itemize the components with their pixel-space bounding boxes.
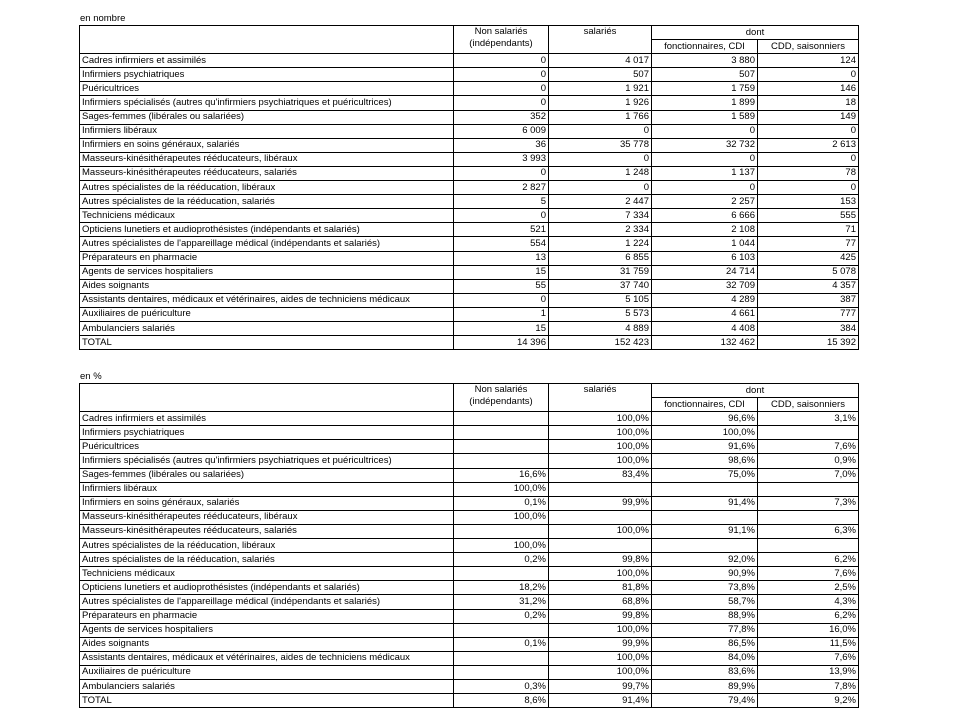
value-cdd-saisonniers: 555 bbox=[758, 209, 859, 223]
value-salaries: 100,0% bbox=[549, 665, 652, 679]
row-label: TOTAL bbox=[80, 694, 454, 708]
value-non-salaries: 55 bbox=[454, 279, 549, 293]
value-fonctionnaires-cdi: 79,4% bbox=[652, 694, 758, 708]
header-blank-cell bbox=[80, 384, 454, 412]
header-non-salaries-line2: (indépendants) bbox=[469, 38, 533, 49]
row-label: Cadres infirmiers et assimilés bbox=[80, 412, 454, 426]
table-row bbox=[80, 539, 859, 553]
value-fonctionnaires-cdi: 1 137 bbox=[652, 166, 758, 180]
header-dont: dont bbox=[652, 26, 859, 40]
table-row bbox=[80, 524, 859, 538]
row-label: Opticiens lunetiers et audioprothésistes (indépendants et salariés) bbox=[80, 223, 454, 237]
value-fonctionnaires-cdi: 0 bbox=[652, 181, 758, 195]
value-salaries: 99,9% bbox=[549, 496, 652, 510]
value-fonctionnaires-cdi: 91,1% bbox=[652, 524, 758, 538]
header-row bbox=[80, 384, 859, 398]
value-salaries: 1 224 bbox=[549, 237, 652, 251]
value-non-salaries bbox=[454, 651, 549, 665]
value-salaries: 5 105 bbox=[549, 293, 652, 307]
value-salaries: 0 bbox=[549, 181, 652, 195]
value-salaries: 100,0% bbox=[549, 524, 652, 538]
table-row bbox=[80, 567, 859, 581]
table-row bbox=[80, 468, 859, 482]
row-label: TOTAL bbox=[80, 336, 454, 350]
table1-body bbox=[80, 26, 859, 350]
value-salaries: 35 778 bbox=[549, 138, 652, 152]
value-non-salaries: 0,1% bbox=[454, 496, 549, 510]
row-label: Infirmiers libéraux bbox=[80, 124, 454, 138]
table-row bbox=[80, 440, 859, 454]
header-non-salaries-line2: (indépendants) bbox=[469, 396, 533, 407]
value-salaries: 1 921 bbox=[549, 82, 652, 96]
value-non-salaries: 3 993 bbox=[454, 152, 549, 166]
table-en-pourcentage bbox=[79, 383, 859, 708]
row-label: Agents de services hospitaliers bbox=[80, 265, 454, 279]
value-fonctionnaires-cdi: 24 714 bbox=[652, 265, 758, 279]
value-non-salaries: 0 bbox=[454, 96, 549, 110]
row-label: Autres spécialistes de la rééducation, salariés bbox=[80, 195, 454, 209]
value-salaries bbox=[549, 482, 652, 496]
value-non-salaries: 0 bbox=[454, 54, 549, 68]
value-fonctionnaires-cdi: 90,9% bbox=[652, 567, 758, 581]
value-non-salaries bbox=[454, 524, 549, 538]
header-fonctionnaires-cdi: fonctionnaires, CDI bbox=[652, 40, 758, 54]
table-row bbox=[80, 237, 859, 251]
value-salaries: 100,0% bbox=[549, 651, 652, 665]
value-non-salaries: 14 396 bbox=[454, 336, 549, 350]
value-non-salaries: 8,6% bbox=[454, 694, 549, 708]
row-label: Infirmiers psychiatriques bbox=[80, 68, 454, 82]
value-cdd-saisonniers: 7,8% bbox=[758, 679, 859, 693]
table-row bbox=[80, 454, 859, 468]
value-cdd-saisonniers: 0 bbox=[758, 181, 859, 195]
table-row bbox=[80, 195, 859, 209]
row-label: Préparateurs en pharmacie bbox=[80, 251, 454, 265]
table-row bbox=[80, 651, 859, 665]
header-salaries: salariés bbox=[549, 26, 652, 54]
table-row bbox=[80, 166, 859, 180]
value-fonctionnaires-cdi: 1 899 bbox=[652, 96, 758, 110]
row-label: Techniciens médicaux bbox=[80, 567, 454, 581]
value-salaries: 2 447 bbox=[549, 195, 652, 209]
row-label: Aides soignants bbox=[80, 637, 454, 651]
value-salaries: 100,0% bbox=[549, 440, 652, 454]
value-salaries: 100,0% bbox=[549, 623, 652, 637]
table-row bbox=[80, 496, 859, 510]
value-non-salaries: 0,1% bbox=[454, 637, 549, 651]
value-non-salaries: 36 bbox=[454, 138, 549, 152]
value-cdd-saisonniers: 16,0% bbox=[758, 623, 859, 637]
value-salaries: 31 759 bbox=[549, 265, 652, 279]
value-non-salaries bbox=[454, 412, 549, 426]
row-label: Auxiliaires de puériculture bbox=[80, 307, 454, 321]
row-label: Infirmiers spécialisés (autres qu'infirmiers psychiatriques et puéricultrices) bbox=[80, 454, 454, 468]
row-label: Assistants dentaires, médicaux et vétérinaires, aides de techniciens médicaux bbox=[80, 293, 454, 307]
value-fonctionnaires-cdi: 32 709 bbox=[652, 279, 758, 293]
header-non-salaries-line1: Non salariés bbox=[474, 26, 528, 37]
value-cdd-saisonniers: 4,3% bbox=[758, 595, 859, 609]
value-non-salaries: 0,2% bbox=[454, 609, 549, 623]
header-row bbox=[80, 26, 859, 40]
value-salaries: 4 889 bbox=[549, 321, 652, 335]
value-salaries: 91,4% bbox=[549, 694, 652, 708]
value-cdd-saisonniers: 6,2% bbox=[758, 609, 859, 623]
table-row bbox=[80, 209, 859, 223]
table-row bbox=[80, 138, 859, 152]
value-cdd-saisonniers: 9,2% bbox=[758, 694, 859, 708]
value-cdd-saisonniers: 124 bbox=[758, 54, 859, 68]
row-label: Masseurs-kinésithérapeutes rééducateurs, libéraux bbox=[80, 510, 454, 524]
value-cdd-saisonniers: 387 bbox=[758, 293, 859, 307]
row-label: Autres spécialistes de la rééducation, libéraux bbox=[80, 181, 454, 195]
value-fonctionnaires-cdi bbox=[652, 510, 758, 524]
value-fonctionnaires-cdi: 98,6% bbox=[652, 454, 758, 468]
row-label: Techniciens médicaux bbox=[80, 209, 454, 223]
value-salaries bbox=[549, 539, 652, 553]
value-fonctionnaires-cdi: 32 732 bbox=[652, 138, 758, 152]
value-fonctionnaires-cdi: 507 bbox=[652, 68, 758, 82]
value-non-salaries: 6 009 bbox=[454, 124, 549, 138]
value-cdd-saisonniers: 777 bbox=[758, 307, 859, 321]
table1-caption: en nombre bbox=[80, 13, 126, 24]
row-label: Autres spécialistes de la rééducation, libéraux bbox=[80, 539, 454, 553]
header-fonctionnaires-cdi: fonctionnaires, CDI bbox=[652, 398, 758, 412]
value-non-salaries: 0,3% bbox=[454, 679, 549, 693]
value-salaries: 99,7% bbox=[549, 679, 652, 693]
table2-caption: en % bbox=[80, 371, 102, 382]
value-cdd-saisonniers: 13,9% bbox=[758, 665, 859, 679]
value-cdd-saisonniers: 71 bbox=[758, 223, 859, 237]
table-row bbox=[80, 510, 859, 524]
row-label: Autres spécialistes de l'appareillage médical (indépendants et salariés) bbox=[80, 595, 454, 609]
table-row bbox=[80, 694, 859, 708]
value-cdd-saisonniers: 149 bbox=[758, 110, 859, 124]
row-label: Autres spécialistes de la rééducation, salariés bbox=[80, 553, 454, 567]
table-row bbox=[80, 623, 859, 637]
value-fonctionnaires-cdi: 88,9% bbox=[652, 609, 758, 623]
table-row bbox=[80, 609, 859, 623]
table-row bbox=[80, 426, 859, 440]
value-cdd-saisonniers: 153 bbox=[758, 195, 859, 209]
value-cdd-saisonniers: 0,9% bbox=[758, 454, 859, 468]
value-fonctionnaires-cdi: 86,5% bbox=[652, 637, 758, 651]
value-fonctionnaires-cdi: 83,6% bbox=[652, 665, 758, 679]
value-cdd-saisonniers: 78 bbox=[758, 166, 859, 180]
value-fonctionnaires-cdi: 100,0% bbox=[652, 426, 758, 440]
table-row bbox=[80, 321, 859, 335]
value-cdd-saisonniers: 7,3% bbox=[758, 496, 859, 510]
table-row bbox=[80, 307, 859, 321]
value-fonctionnaires-cdi: 91,6% bbox=[652, 440, 758, 454]
table-row bbox=[80, 595, 859, 609]
value-salaries: 0 bbox=[549, 124, 652, 138]
table-row bbox=[80, 482, 859, 496]
row-label: Infirmiers psychiatriques bbox=[80, 426, 454, 440]
row-label: Masseurs-kinésithérapeutes rééducateurs, salariés bbox=[80, 524, 454, 538]
value-non-salaries: 31,2% bbox=[454, 595, 549, 609]
value-non-salaries bbox=[454, 567, 549, 581]
table-row bbox=[80, 82, 859, 96]
value-cdd-saisonniers: 0 bbox=[758, 68, 859, 82]
value-cdd-saisonniers: 4 357 bbox=[758, 279, 859, 293]
table-row bbox=[80, 124, 859, 138]
row-label: Infirmiers spécialisés (autres qu'infirmiers psychiatriques et puéricultrices) bbox=[80, 96, 454, 110]
table-row bbox=[80, 265, 859, 279]
row-label: Infirmiers libéraux bbox=[80, 482, 454, 496]
value-non-salaries: 15 bbox=[454, 265, 549, 279]
row-label: Sages-femmes (libérales ou salariées) bbox=[80, 110, 454, 124]
value-salaries: 1 766 bbox=[549, 110, 652, 124]
value-salaries: 6 855 bbox=[549, 251, 652, 265]
value-non-salaries: 0 bbox=[454, 293, 549, 307]
table-row bbox=[80, 679, 859, 693]
value-salaries: 1 926 bbox=[549, 96, 652, 110]
value-fonctionnaires-cdi: 77,8% bbox=[652, 623, 758, 637]
value-cdd-saisonniers: 15 392 bbox=[758, 336, 859, 350]
value-non-salaries bbox=[454, 454, 549, 468]
value-non-salaries: 15 bbox=[454, 321, 549, 335]
value-non-salaries bbox=[454, 440, 549, 454]
value-fonctionnaires-cdi: 89,9% bbox=[652, 679, 758, 693]
table-row bbox=[80, 251, 859, 265]
row-label: Préparateurs en pharmacie bbox=[80, 609, 454, 623]
value-salaries: 4 017 bbox=[549, 54, 652, 68]
value-cdd-saisonniers: 6,3% bbox=[758, 524, 859, 538]
value-fonctionnaires-cdi: 1 589 bbox=[652, 110, 758, 124]
value-fonctionnaires-cdi: 0 bbox=[652, 152, 758, 166]
header-salaries: salariés bbox=[549, 384, 652, 412]
value-salaries: 152 423 bbox=[549, 336, 652, 350]
value-non-salaries: 18,2% bbox=[454, 581, 549, 595]
row-label: Infirmiers en soins généraux, salariés bbox=[80, 138, 454, 152]
value-non-salaries: 0 bbox=[454, 68, 549, 82]
row-label: Ambulanciers salariés bbox=[80, 679, 454, 693]
value-fonctionnaires-cdi: 0 bbox=[652, 124, 758, 138]
value-fonctionnaires-cdi bbox=[652, 482, 758, 496]
row-label: Masseurs-kinésithérapeutes rééducateurs, salariés bbox=[80, 166, 454, 180]
value-cdd-saisonniers: 7,0% bbox=[758, 468, 859, 482]
value-cdd-saisonniers: 7,6% bbox=[758, 567, 859, 581]
value-fonctionnaires-cdi: 75,0% bbox=[652, 468, 758, 482]
value-fonctionnaires-cdi: 6 103 bbox=[652, 251, 758, 265]
value-salaries: 5 573 bbox=[549, 307, 652, 321]
row-label: Cadres infirmiers et assimilés bbox=[80, 54, 454, 68]
value-fonctionnaires-cdi: 3 880 bbox=[652, 54, 758, 68]
value-salaries: 2 334 bbox=[549, 223, 652, 237]
value-non-salaries: 16,6% bbox=[454, 468, 549, 482]
table-row bbox=[80, 637, 859, 651]
table-row bbox=[80, 293, 859, 307]
value-non-salaries: 0 bbox=[454, 82, 549, 96]
row-label: Agents de services hospitaliers bbox=[80, 623, 454, 637]
value-cdd-saisonniers: 0 bbox=[758, 152, 859, 166]
header-dont: dont bbox=[652, 384, 859, 398]
value-cdd-saisonniers bbox=[758, 510, 859, 524]
value-salaries: 99,8% bbox=[549, 553, 652, 567]
value-salaries: 81,8% bbox=[549, 581, 652, 595]
table-en-nombre bbox=[79, 25, 859, 350]
value-non-salaries: 0 bbox=[454, 166, 549, 180]
value-cdd-saisonniers: 5 078 bbox=[758, 265, 859, 279]
value-salaries: 83,4% bbox=[549, 468, 652, 482]
value-fonctionnaires-cdi: 92,0% bbox=[652, 553, 758, 567]
table-row bbox=[80, 553, 859, 567]
row-label: Aides soignants bbox=[80, 279, 454, 293]
row-label: Autres spécialistes de l'appareillage médical (indépendants et salariés) bbox=[80, 237, 454, 251]
value-fonctionnaires-cdi: 4 661 bbox=[652, 307, 758, 321]
value-fonctionnaires-cdi bbox=[652, 539, 758, 553]
value-cdd-saisonniers: 0 bbox=[758, 124, 859, 138]
table-row bbox=[80, 223, 859, 237]
value-non-salaries: 1 bbox=[454, 307, 549, 321]
row-label: Ambulanciers salariés bbox=[80, 321, 454, 335]
table-row bbox=[80, 581, 859, 595]
value-fonctionnaires-cdi: 4 289 bbox=[652, 293, 758, 307]
value-salaries: 100,0% bbox=[549, 454, 652, 468]
value-fonctionnaires-cdi: 2 257 bbox=[652, 195, 758, 209]
table2-body bbox=[80, 384, 859, 708]
value-salaries bbox=[549, 510, 652, 524]
value-non-salaries: 2 827 bbox=[454, 181, 549, 195]
value-salaries: 1 248 bbox=[549, 166, 652, 180]
value-non-salaries: 0 bbox=[454, 209, 549, 223]
table-row bbox=[80, 412, 859, 426]
table-row bbox=[80, 110, 859, 124]
row-label: Auxiliaires de puériculture bbox=[80, 665, 454, 679]
value-salaries: 507 bbox=[549, 68, 652, 82]
value-cdd-saisonniers: 7,6% bbox=[758, 440, 859, 454]
value-fonctionnaires-cdi: 84,0% bbox=[652, 651, 758, 665]
row-label: Puéricultrices bbox=[80, 440, 454, 454]
header-cdd-saisonniers: CDD, saisonniers bbox=[758, 40, 859, 54]
table-row bbox=[80, 665, 859, 679]
value-cdd-saisonniers: 11,5% bbox=[758, 637, 859, 651]
row-label: Opticiens lunetiers et audioprothésistes (indépendants et salariés) bbox=[80, 581, 454, 595]
value-fonctionnaires-cdi: 91,4% bbox=[652, 496, 758, 510]
row-label: Puéricultrices bbox=[80, 82, 454, 96]
value-cdd-saisonniers: 7,6% bbox=[758, 651, 859, 665]
value-cdd-saisonniers: 146 bbox=[758, 82, 859, 96]
value-cdd-saisonniers: 6,2% bbox=[758, 553, 859, 567]
value-salaries: 100,0% bbox=[549, 567, 652, 581]
value-salaries: 99,8% bbox=[549, 609, 652, 623]
value-salaries: 68,8% bbox=[549, 595, 652, 609]
value-salaries: 0 bbox=[549, 152, 652, 166]
value-cdd-saisonniers bbox=[758, 426, 859, 440]
value-fonctionnaires-cdi: 1 759 bbox=[652, 82, 758, 96]
value-fonctionnaires-cdi: 4 408 bbox=[652, 321, 758, 335]
value-fonctionnaires-cdi: 1 044 bbox=[652, 237, 758, 251]
header-cdd-saisonniers: CDD, saisonniers bbox=[758, 398, 859, 412]
value-cdd-saisonniers: 425 bbox=[758, 251, 859, 265]
row-label: Assistants dentaires, médicaux et vétérinaires, aides de techniciens médicaux bbox=[80, 651, 454, 665]
value-cdd-saisonniers: 2,5% bbox=[758, 581, 859, 595]
value-non-salaries bbox=[454, 623, 549, 637]
header-non-salaries bbox=[454, 26, 549, 54]
value-fonctionnaires-cdi: 132 462 bbox=[652, 336, 758, 350]
header-non-salaries bbox=[454, 384, 549, 412]
value-non-salaries: 100,0% bbox=[454, 510, 549, 524]
value-fonctionnaires-cdi: 96,6% bbox=[652, 412, 758, 426]
row-label: Masseurs-kinésithérapeutes rééducateurs, libéraux bbox=[80, 152, 454, 166]
value-non-salaries: 13 bbox=[454, 251, 549, 265]
value-non-salaries: 5 bbox=[454, 195, 549, 209]
table-row bbox=[80, 68, 859, 82]
value-cdd-saisonniers: 3,1% bbox=[758, 412, 859, 426]
table-row bbox=[80, 279, 859, 293]
table-row bbox=[80, 181, 859, 195]
header-blank-cell bbox=[80, 26, 454, 54]
row-label: Sages-femmes (libérales ou salariées) bbox=[80, 468, 454, 482]
value-salaries: 100,0% bbox=[549, 426, 652, 440]
value-salaries: 37 740 bbox=[549, 279, 652, 293]
value-salaries: 100,0% bbox=[549, 412, 652, 426]
value-non-salaries: 521 bbox=[454, 223, 549, 237]
value-non-salaries: 0,2% bbox=[454, 553, 549, 567]
header-non-salaries-line1: Non salariés bbox=[474, 384, 528, 395]
value-cdd-saisonniers bbox=[758, 539, 859, 553]
table-row bbox=[80, 54, 859, 68]
value-fonctionnaires-cdi: 2 108 bbox=[652, 223, 758, 237]
value-salaries: 99,9% bbox=[549, 637, 652, 651]
value-cdd-saisonniers: 18 bbox=[758, 96, 859, 110]
value-salaries: 7 334 bbox=[549, 209, 652, 223]
value-cdd-saisonniers bbox=[758, 482, 859, 496]
value-non-salaries: 100,0% bbox=[454, 482, 549, 496]
value-non-salaries bbox=[454, 426, 549, 440]
table-row bbox=[80, 336, 859, 350]
value-cdd-saisonniers: 384 bbox=[758, 321, 859, 335]
table-row bbox=[80, 152, 859, 166]
value-non-salaries: 352 bbox=[454, 110, 549, 124]
value-non-salaries bbox=[454, 665, 549, 679]
value-fonctionnaires-cdi: 6 666 bbox=[652, 209, 758, 223]
value-non-salaries: 100,0% bbox=[454, 539, 549, 553]
value-non-salaries: 554 bbox=[454, 237, 549, 251]
row-label: Infirmiers en soins généraux, salariés bbox=[80, 496, 454, 510]
value-cdd-saisonniers: 77 bbox=[758, 237, 859, 251]
table-row bbox=[80, 96, 859, 110]
value-fonctionnaires-cdi: 73,8% bbox=[652, 581, 758, 595]
value-fonctionnaires-cdi: 58,7% bbox=[652, 595, 758, 609]
value-cdd-saisonniers: 2 613 bbox=[758, 138, 859, 152]
